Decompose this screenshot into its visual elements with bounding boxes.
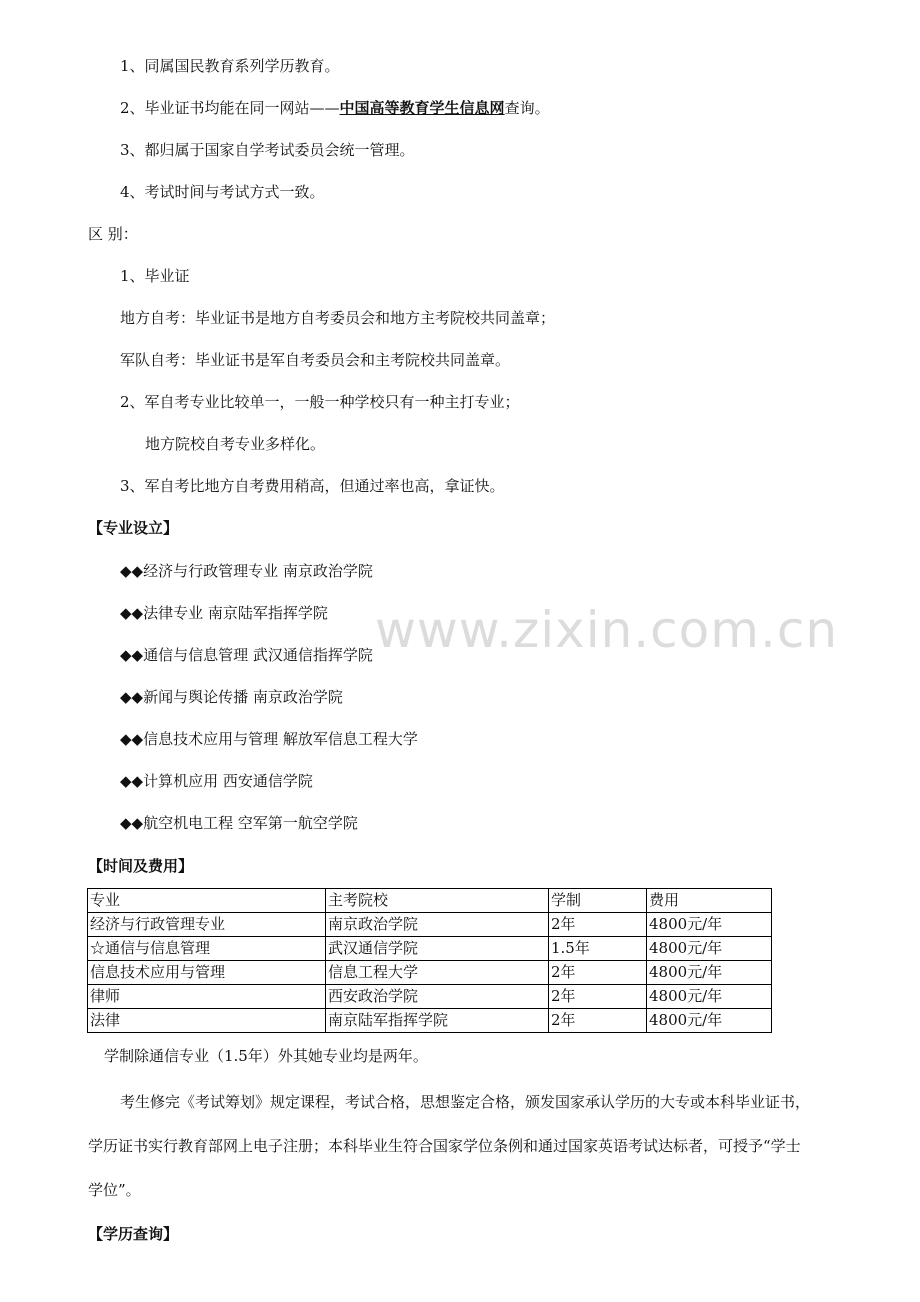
similarity-4: 4、考试时间与考试方式一致。 [120,183,325,201]
major-item: ◆◆计算机应用 西安通信学院 [120,772,313,790]
watermark: www.zixin.com.cn [375,601,839,659]
table-row [88,1009,772,1033]
table-cell: 南京政治学院 [326,913,549,937]
table-cell: 律师 [88,985,326,1009]
differences-title: 区 别： [88,225,138,243]
major-item: ◆◆通信与信息管理 武汉通信指挥学院 [120,646,373,664]
difference-2: 2、军自考专业比较单一，一般一种学校只有一种主打专业； [120,393,520,411]
similarity-2 [120,98,550,118]
majors-heading: 【专业设立】 [88,519,179,537]
difference-1-local: 地方自考：毕业证书是地方自考委员会和地方主考院校共同盖章； [120,309,556,327]
difference-1: 1、毕业证 [120,267,190,285]
table-cell: 4800元/年 [647,985,772,1009]
table-cell: 法律 [88,1009,326,1033]
table-cell: 2年 [549,961,647,985]
major-item: ◆◆法律专业 南京陆军指挥学院 [120,604,328,622]
difference-1-military: 军队自考：毕业证书是军自考委员会和主考院校共同盖章。 [120,351,511,369]
table-header-row [88,889,772,913]
table-cell: 4800元/年 [647,961,772,985]
chsi-link[interactable]: 中国高等教育学生信息网 [339,99,505,117]
header-cell: 学制 [549,889,647,913]
fees-table [87,888,772,1033]
table-cell: 南京陆军指挥学院 [326,1009,549,1033]
table-cell: 2年 [549,985,647,1009]
similarity-2-suffix: 查询。 [504,99,550,117]
query-heading: 【学历查询】 [88,1225,179,1243]
table-cell: 信息工程大学 [326,961,549,985]
table-cell: 2年 [549,913,647,937]
major-item: ◆◆航空机电工程 空军第一航空学院 [120,814,358,832]
table-row [88,913,772,937]
table-cell: 西安政治学院 [326,985,549,1009]
table-cell: 1.5年 [549,937,647,961]
table-cell: 信息技术应用与管理 [88,961,326,985]
table-cell: 武汉通信学院 [326,937,549,961]
similarity-3: 3、都归属于国家自学考试委员会统一管理。 [120,141,415,159]
graduation-line-3: 学位”。 [88,1181,141,1199]
table-row [88,985,772,1009]
table-row [88,937,772,961]
graduation-line-1: 考生修完《考试筹划》规定课程，考试合格，思想鉴定合格，颁发国家承认学历的大专或本科毕业证书， [120,1093,811,1111]
similarity-2-prefix: 2、毕业证书均能在同一网站—— [120,99,340,117]
header-cell: 费用 [647,889,772,913]
table-cell: 4800元/年 [647,913,772,937]
difference-2-local: 地方院校自考专业多样化。 [145,435,326,453]
table-cell: 4800元/年 [647,937,772,961]
table-cell: 4800元/年 [647,1009,772,1033]
table-cell: ☆通信与信息管理 [88,937,326,961]
fees-heading: 【时间及费用】 [88,857,194,875]
table-cell: 2年 [549,1009,647,1033]
graduation-line-2: 学历证书实行教育部网上电子注册；本科毕业生符合国家学位条例和通过国家英语考试达标者，可授予“学士 [88,1137,801,1155]
major-item: ◆◆新闻与舆论传播 南京政治学院 [120,688,343,706]
header-cell: 专业 [88,889,326,913]
table-cell: 经济与行政管理专业 [88,913,326,937]
header-cell: 主考院校 [326,889,549,913]
similarity-1: 1、同属国民教育系列学历教育。 [120,57,340,75]
fees-note: 学制除通信专业（1.5年）外其她专业均是两年。 [104,1047,428,1065]
major-item: ◆◆经济与行政管理专业 南京政治学院 [120,562,373,580]
major-item: ◆◆信息技术应用与管理 解放军信息工程大学 [120,730,418,748]
difference-3: 3、军自考比地方自考费用稍高，但通过率也高，拿证快。 [120,477,505,495]
table-row [88,961,772,985]
